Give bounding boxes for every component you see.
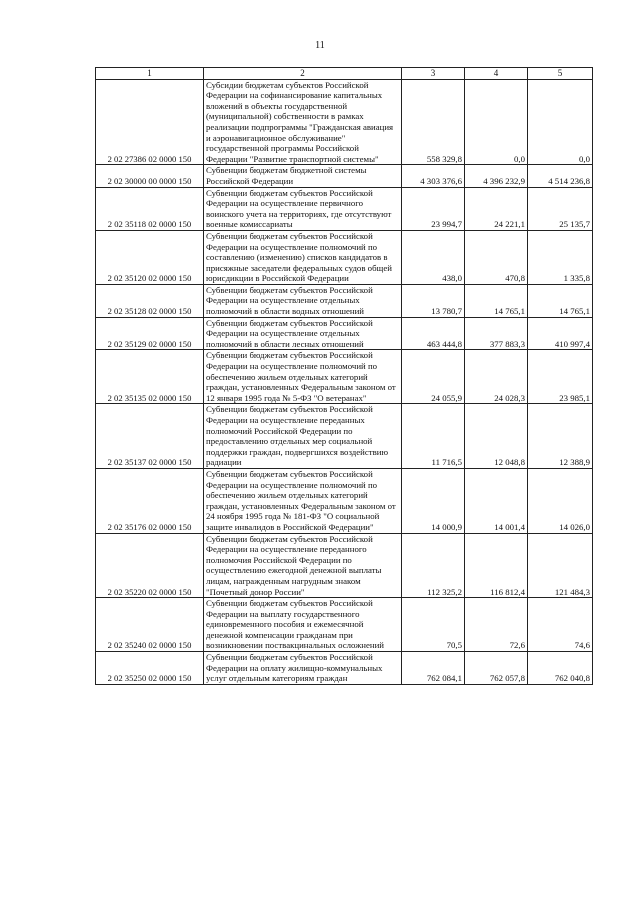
value-cell-year-1: 11 716,5 (402, 404, 465, 469)
value-cell-year-2: 24 221,1 (465, 187, 528, 230)
code-cell: 2 02 35118 02 0000 150 (96, 187, 204, 230)
value-cell-year-1: 4 303 376,6 (402, 165, 465, 187)
table-row (96, 598, 593, 652)
value-cell-year-3: 4 514 236,8 (528, 165, 593, 187)
table-row (96, 404, 593, 469)
value-cell-year-1: 558 329,8 (402, 79, 465, 165)
name-cell: Субвенции бюджетам субъектов Российской Федерации на осуществление переданного полномочия Российской Федерации по осуществлению ежегодной денежной выплаты лицам, награжденным нагрудным знаком "Почетный донор России" (204, 533, 402, 598)
value-cell-year-2: 14 001,4 (465, 468, 528, 533)
value-cell-year-2: 14 765,1 (465, 284, 528, 317)
code-cell: 2 02 35128 02 0000 150 (96, 284, 204, 317)
table-row (96, 468, 593, 533)
name-cell: Субвенции бюджетам субъектов Российской Федерации на выплату государственного единовременного пособия и ежемесячной денежной компенсации гражданам при возникновении поствакцинальных осложнений (204, 598, 402, 652)
value-cell-year-1: 438,0 (402, 230, 465, 284)
value-cell-year-3: 14 765,1 (528, 284, 593, 317)
value-cell-year-1: 112 325,2 (402, 533, 465, 598)
value-cell-year-2: 116 812,4 (465, 533, 528, 598)
table-row (96, 165, 593, 187)
value-cell-year-3: 762 040,8 (528, 652, 593, 685)
code-cell: 2 02 35129 02 0000 150 (96, 317, 204, 350)
budget-table (95, 67, 593, 685)
code-cell: 2 02 35135 02 0000 150 (96, 350, 204, 404)
code-cell: 2 02 35137 02 0000 150 (96, 404, 204, 469)
column-header-2: 2 (204, 68, 402, 80)
page-number: 11 (315, 40, 325, 51)
value-cell-year-3: 0,0 (528, 79, 593, 165)
value-cell-year-1: 762 084,1 (402, 652, 465, 685)
value-cell-year-2: 24 028,3 (465, 350, 528, 404)
table-row (96, 350, 593, 404)
name-cell: Субвенции бюджетам субъектов Российской Федерации на осуществление отдельных полномочий в области лесных отношений (204, 317, 402, 350)
table-row (96, 652, 593, 685)
code-cell: 2 02 35240 02 0000 150 (96, 598, 204, 652)
value-cell-year-2: 0,0 (465, 79, 528, 165)
value-cell-year-3: 25 135,7 (528, 187, 593, 230)
name-cell: Субвенции бюджетам бюджетной системы Российской Федерации (204, 165, 402, 187)
value-cell-year-2: 762 057,8 (465, 652, 528, 685)
table-row (96, 317, 593, 350)
table-row (96, 284, 593, 317)
code-cell: 2 02 27386 02 0000 150 (96, 79, 204, 165)
name-cell: Субвенции бюджетам субъектов Российской Федерации на осуществление отдельных полномочий в области водных отношений (204, 284, 402, 317)
code-cell: 2 02 35176 02 0000 150 (96, 468, 204, 533)
value-cell-year-3: 14 026,0 (528, 468, 593, 533)
header-row (96, 68, 593, 80)
value-cell-year-1: 70,5 (402, 598, 465, 652)
value-cell-year-3: 1 335,8 (528, 230, 593, 284)
value-cell-year-3: 12 388,9 (528, 404, 593, 469)
value-cell-year-2: 12 048,8 (465, 404, 528, 469)
value-cell-year-1: 13 780,7 (402, 284, 465, 317)
value-cell-year-1: 14 000,9 (402, 468, 465, 533)
value-cell-year-3: 74,6 (528, 598, 593, 652)
value-cell-year-1: 23 994,7 (402, 187, 465, 230)
name-cell: Субвенции бюджетам субъектов Российской Федерации на осуществление полномочий по составлению (изменению) списков кандидатов в присяжные заседатели федеральных судов общей юрисдикции в Российской Федерации (204, 230, 402, 284)
value-cell-year-3: 23 985,1 (528, 350, 593, 404)
name-cell: Субвенции бюджетам субъектов Российской Федерации на осуществление полномочий по обеспечению жильем отдельных категорий граждан, установленных Федеральным законом от 24 ноября 1995 года № 181-ФЗ "О социальной защите инвалидов в Российской Федерации" (204, 468, 402, 533)
table-row (96, 533, 593, 598)
name-cell: Субвенции бюджетам субъектов Российской Федерации на осуществление полномочий по обеспечению жильем отдельных категорий граждан, установленных Федеральным законом от 12 января 1995 года № 5-ФЗ "О ветеранах" (204, 350, 402, 404)
table-row (96, 79, 593, 165)
column-header-1: 1 (96, 68, 204, 80)
value-cell-year-2: 4 396 232,9 (465, 165, 528, 187)
name-cell: Субсидии бюджетам субъектов Российской Федерации на софинансирование капитальных вложений в объекты государственной (муниципальной) собственности в рамках реализации подпрограммы "Гражданская авиация и аэронавигационное обслуживание" государственной программы Российской Федерации "Развитие транспортной системы" (204, 79, 402, 165)
code-cell: 2 02 30000 00 0000 150 (96, 165, 204, 187)
value-cell-year-2: 377 883,3 (465, 317, 528, 350)
table-row (96, 187, 593, 230)
name-cell: Субвенции бюджетам субъектов Российской Федерации на осуществление первичного воинского учета на территориях, где отсутствуют военные комиссариаты (204, 187, 402, 230)
value-cell-year-2: 72,6 (465, 598, 528, 652)
name-cell: Субвенции бюджетам субъектов Российской Федерации на оплату жилищно-коммунальных услуг отдельным категориям граждан (204, 652, 402, 685)
value-cell-year-2: 470,8 (465, 230, 528, 284)
name-cell: Субвенции бюджетам субъектов Российской Федерации на осуществление переданных полномочий Российской Федерации по предоставлению отдельных мер социальной поддержки граждан, подвергшихся воздействию радиации (204, 404, 402, 469)
value-cell-year-3: 121 484,3 (528, 533, 593, 598)
column-header-5: 5 (528, 68, 593, 80)
column-header-3: 3 (402, 68, 465, 80)
code-cell: 2 02 35250 02 0000 150 (96, 652, 204, 685)
column-header-4: 4 (465, 68, 528, 80)
code-cell: 2 02 35220 02 0000 150 (96, 533, 204, 598)
value-cell-year-3: 410 997,4 (528, 317, 593, 350)
code-cell: 2 02 35120 02 0000 150 (96, 230, 204, 284)
value-cell-year-1: 463 444,8 (402, 317, 465, 350)
table-row (96, 230, 593, 284)
value-cell-year-1: 24 055,9 (402, 350, 465, 404)
